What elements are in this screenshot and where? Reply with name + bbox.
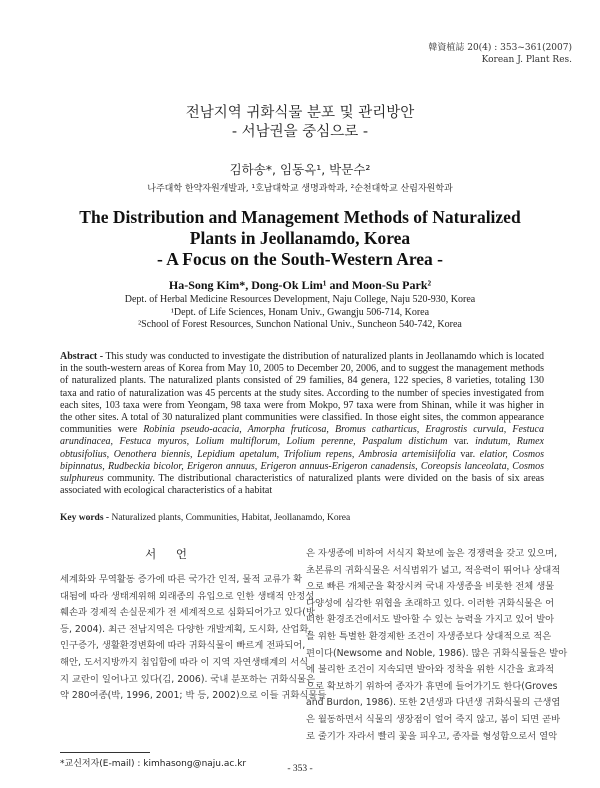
english-title [0, 207, 600, 270]
affiliation-2: ¹Dept. of Life Sciences, Honam Univ., Gwangju 506-714, Korea [170, 306, 430, 318]
english-title-line3: - A Focus on the South-Western Area - [157, 249, 443, 269]
intro-left-line: 약 280여종(박, 1996, 2001; 박 등, 2002)으로 이들 귀화식물들 [60, 690, 327, 702]
intro-left-line: 지 교란이 일어나고 있다(김, 2006). 국내 분포하는 귀화식물은 [60, 673, 316, 685]
keywords-label: Key words - [60, 513, 110, 523]
intro-right-line: 다양성에 심각한 위협을 초래하고 있다. 이러한 귀화식물은 어 [306, 597, 555, 609]
english-authors: Ha-Song Kim*, Dong-Ok Lim¹ and Moon-Su Park² [168, 278, 432, 292]
intro-left-line: 훼손과 경제적 손실문제가 전 세계적으로 심화되어가고 있다(방 [60, 607, 315, 619]
keywords [60, 513, 544, 523]
intro-left-line: 해안, 도서지방까지 침입함에 따라 이 지역 자연생태계의 서식 [60, 656, 309, 668]
abstract-text-1: This study was conducted to investigate the distribution of naturalized plants in Jeollanamdo which is located in the south-western areas of Korea from May 10, 2005 to December 20, 2006, and to suggest the management methods of naturalized plants. The naturalized plants consisted of 29 families, 84 genera, 122 species, 8 varieties, totaling 130 taxa and ratio of naturalization was 45 percents at the study sites. According to the number of species investigated from each sites, 103 taxa were from Yeongam, 98 taxa were from Mokpo, 97 taxa were from Shinan, while it was higher in the other sites. A total of 30 naturalized plant communities were classified. In those eight sites, the common appearance communities were [60, 351, 545, 436]
corresponding-author-email: *교신저자(E-mail) : kimhasong@naju.ac.kr [60, 759, 247, 769]
intro-right-line: 에 불리한 조건이 지속되면 발아와 정착을 위한 시간을 효과적 [306, 664, 555, 676]
intro-right-line: 편이다(Newsome and Noble, 1986). 많은 귀화식물들은 발아 [306, 647, 568, 659]
introduction-heading: 서 언 [145, 547, 195, 561]
intro-left-line: 인구증가, 생활환경변화에 따라 귀화식물이 빠르게 전파되어, [60, 640, 306, 652]
intro-right-line: 으로 확보하기 위하여 종자가 휴면에 들어가기도 한다(Groves [306, 680, 558, 692]
abstract-text-2: community. The distributional characteristics of naturalized plants were divided on the basis of six areas associated with ecological characteristics of a habitat [60, 473, 544, 497]
intro-right-line: and Burdon, 1986). 또한 2년생과 다년생 귀화식물의 근생엽 [306, 697, 561, 709]
abstract-var-1: var. [447, 436, 476, 448]
intro-right-line: 은 자생종에 비하여 서식지 확보에 높은 경쟁력을 갖고 있으며, [306, 548, 558, 559]
english-title-line1: The Distribution and Management Methods of Naturalized [79, 207, 521, 227]
korean-title [0, 104, 600, 142]
intro-right-line: 은 월동하면서 식물의 생장점이 얼어 죽지 않고, 봄이 되면 곧바 [306, 713, 561, 725]
intro-right-column [306, 546, 568, 745]
footnote-divider [60, 752, 150, 753]
korean-affiliations: 나주대학 한약자원개발과, ¹호남대학교 생명과학과, ²순천대학교 산림자원학과 [147, 184, 453, 194]
korean-authors: 김하송*, 임동옥¹, 박문수² [229, 162, 371, 177]
intro-right-line: 떠한 환경조건에서도 발아할 수 있는 능력을 가지고 있어 발아 [306, 614, 555, 626]
intro-left-line: 대됨에 따라 생태계위해 외래종의 유입으로 인한 생태적 안정성 [60, 590, 315, 602]
intro-right-line: 를 위한 특별한 환경제한 조건이 자생종보다 상대적으로 적은 [306, 630, 552, 642]
korean-title-main: 전남지역 귀화식물 분포 및 관리방안 [185, 105, 415, 121]
abstract-var-2: var. [455, 448, 480, 460]
journal-volume: 韓資植誌 20(4) : 353~361(2007) [428, 43, 572, 53]
english-affiliations [0, 294, 600, 332]
journal-name: Korean J. Plant Res. [481, 55, 572, 65]
english-title-line2: Plants in Jeollanamdo, Korea [189, 228, 411, 248]
intro-right-line: 으로 빠른 개체군을 확장시켜 국내 자생종을 비롯한 전체 생물 [306, 581, 555, 593]
affiliation-1: Dept. of Herbal Medicine Resources Development, Naju College, Naju 520-930, Korea [124, 294, 476, 305]
affiliation-3: ²School of Forest Resources, Sunchon National Univ., Suncheon 540-742, Korea [138, 319, 462, 330]
page-number: - 353 - [287, 764, 313, 774]
abstract-species-1: Robinia pseudo-acacia, Amorpha fruticosa, Bromus catharticus, Eragrostis curvula, Festuca arundinacea, Festuca myuros, Lolium multiflorum, Lolium perenne, Paspalum distichum [60, 424, 544, 448]
keywords-text: Naturalized plants, Communities, Habitat, Jeollanamdo, Korea [109, 513, 351, 523]
korean-title-sub: - 서남권을 중심으로 - [231, 124, 369, 140]
journal-citation [428, 42, 572, 66]
intro-left-line: 세계화와 무역활동 증가에 따른 국가간 인적, 물적 교류가 확 [60, 574, 303, 585]
intro-left-line: 등, 2004). 최근 전남지역은 다양한 개발계획, 도시화, 산업화, [60, 623, 312, 635]
abstract-species-2: indutum, Rumex obtusifolius, Oenothera biennis, Lepidium apetalum, Trifolium repens, Ambrosia artemisiifolia [60, 436, 544, 460]
intro-left-column [60, 572, 327, 705]
abstract-label: Abstract - [60, 351, 104, 362]
intro-right-line: 로 줄기가 자라서 빨리 꽃을 피우고, 종자를 형성함으로서 열악 [306, 730, 558, 742]
abstract [60, 351, 544, 497]
intro-right-line: 초본류의 귀화식물은 서식범위가 넓고, 적응력이 뛰어나 상대적 [306, 564, 561, 576]
abstract-species-3: elatior, Cosmos bipinnatus, Rudbeckia bicolor, Erigeron annuus, Erigeron annuus-Erigeron canadensis, Coreopsis lanceolata, Cosmos sulphureus [60, 448, 544, 485]
